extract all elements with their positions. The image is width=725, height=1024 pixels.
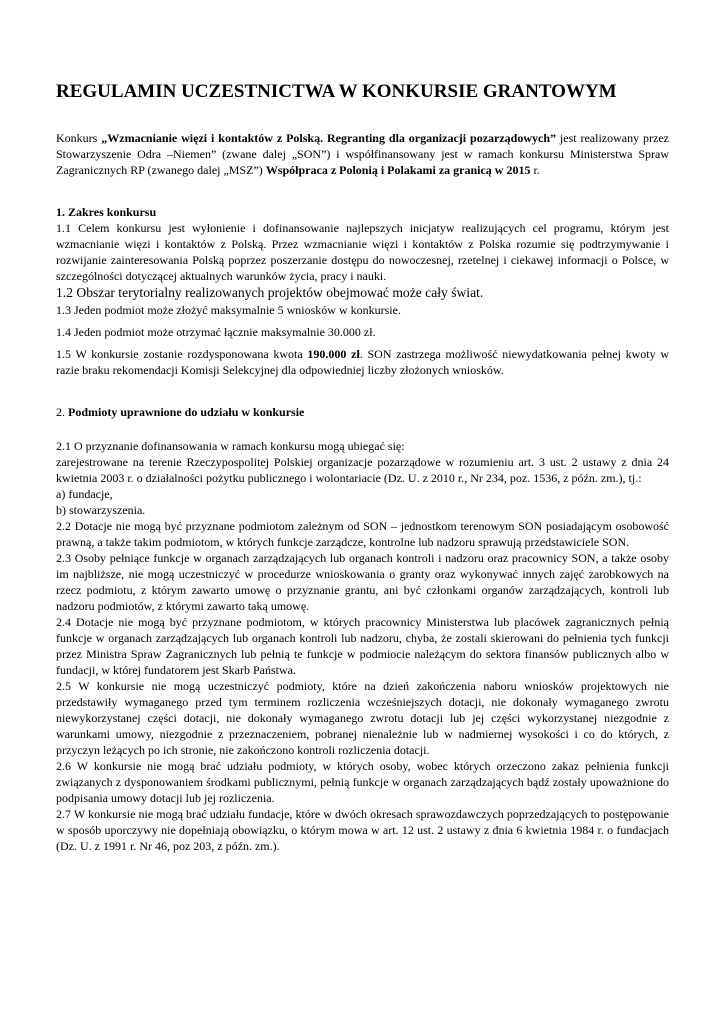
section-2-heading: 2. Podmioty uprawnione do udziału w konkursie [56, 405, 305, 419]
document-title: REGULAMIN UCZESTNICTWA W KONKURSIE GRANTOWYM [56, 81, 617, 102]
paragraph-2-2: 2.2 Dotacje nie mogą być przyznane podmiotom zależnym od SON – jednostkom terenowym SON posiadającym osobowość prawną, a także takim podmiotom, w których funkcje zarządcze, kontrolne lub nadzoru sprawują przedstawiciele SON. [56, 519, 669, 549]
section-1-heading: 1. Zakres konkursu [56, 205, 157, 219]
paragraph-2-3: 2.3 Osoby pełniące funkcje w organach zarządzających lub organach kontroli i nadzoru oraz pracownicy SON, a także osoby im najbliższe, nie mogą uczestniczyć w procedurze wnioskowania o granty oraz wykonywać innych zajęć zarobkowych na rzecz podmiotu, z którym zawarto umowę o przyznanie grantu, ani być członkami organów zarządzających, kontroli lub nadzoru podmiotów, z którymi zawarto taką umowę. [56, 551, 669, 613]
paragraph-1-4: 1.4 Jeden podmiot może otrzymać łącznie maksymalnie 30.000 zł. [56, 325, 376, 339]
contest-name: „Wzmacnianie więzi i kontaktów z Polską. Regranting dla organizacji pozarządowych” [101, 131, 557, 145]
paragraph-1-2: 1.2 Obszar terytorialny realizowanych projektów obejmować może cały świat. [56, 285, 484, 300]
paragraph-2-5: 2.5 W konkursie nie mogą uczestniczyć podmioty, które na dzień zakończenia naboru wniosków projektowych nie przedstawiły wymaganego przed tym terminem rozliczenia wcześniejszych dotacji, nie dokonały wymaganego zwrotu niewykorzystanej części dotacji, nie dokonały wymaganego zwrotu dotacji lub jej części wykorzystanej niezgodnie z warunkami umowy, niezgodnie z przeznaczeniem, pobranej nienależnie lub w nadmiernej wysokości i co do których, z przyczyn leżących po ich stronie, nie zakończono kontroli rozliczenia dotacji. [56, 679, 669, 757]
paragraph-2-1-body: zarejestrowane na terenie Rzeczypospolitej Polskiej organizacje pozarządowe w rozumieniu art. 3 ust. 2 ustawy z dnia 24 kwietnia 2003 r. o działalności pożytku publicznego i wolontariacie (Dz. U. z 2010 r., Nr 234, poz. 1536, z późn. zm.), tj.: [56, 455, 669, 485]
intro-paragraph [56, 130, 669, 178]
grant-amount: 190.000 zł [307, 347, 360, 361]
paragraph-1-5: 1.5 W konkursie zostanie rozdysponowana kwota 190.000 zł. SON zastrzega możliwość niewydatkowania pełnej kwoty w razie braku rekomendacji Komisji Selekcyjnej dla odpowiedniej liczby złożonych wniosków. [56, 347, 669, 377]
list-item-b: b) stowarzyszenia. [56, 503, 146, 517]
paragraph-2-1: 2.1 O przyznanie dofinansowania w ramach konkursu mogą ubiegać się: [56, 439, 405, 453]
intro-text-1: Konkurs [56, 131, 102, 145]
program-name: Współpraca z Polonią i Polakami za granicą w 2015 [265, 163, 531, 177]
intro-text-2: jest realizowany przez Stowarzyszenie Odra –Niemen” (zwane dalej „SON”) i współfinansowany jest w ramach konkursu Ministerstwa Spraw Zagranicznych RP (zwanego dalej „MSZ”) [56, 131, 669, 177]
paragraph-2-7: 2.7 W konkursie nie mogą brać udziału fundacje, które w dwóch okresach sprawozdawczych poprzedzających to postępowanie w sposób uporczywy nie dopełniają obowiązku, o którym mowa w art. 12 ust. 2 ustawy z dnia 6 kwietnia 1984 r. o fundacjach (Dz. U. z 1991 r. Nr 46, poz 203, z późn. zm.). [56, 807, 669, 853]
paragraph-1-3: 1.3 Jeden podmiot może złożyć maksymalnie 5 wniosków w konkursie. [56, 303, 401, 317]
list-item-a: a) fundacje, [56, 487, 113, 501]
paragraph-1-1: 1.1 Celem konkursu jest wyłonienie i dofinansowanie najlepszych inicjatyw realizujących cel programu, którym jest wzmacnianie więzi i kontaktów z Polską. Przez wzmacnianie więzi i kontaktów z Polska rozumie się podtrzymywanie i rozwijanie zainteresowania Polską poprzez poszerzanie dostępu do nowoczesnej, rzetelnej i ciekawej informacji o Polsce, w szczególności dotyczącej aktualnych warunków życia, pracy i nauki. [56, 221, 669, 283]
paragraph-2-6: 2.6 W konkursie nie mogą brać udziału podmioty, w których osoby, wobec których orzeczono zakaz pełnienia funkcji związanych z dysponowaniem środkami publicznymi, pełnią funkcje w organach zarządzających bądź zostały upoważnione do podpisania umowy dotacji lub jej rozliczenia. [56, 759, 669, 805]
paragraph-2-4: 2.4 Dotacje nie mogą być przyznane podmiotom, w których pracownicy Ministerstwa lub placówek zagranicznych pełnią funkcje w organach zarządzających lub organach kontroli lub nadzoru, chyba, że zostali skierowani do pełnienia tych funkcji przez Ministra Spraw Zagranicznych lub pełnią te funkcje w podmiocie należącym do sektora finansów publicznych albo w fundacji, w której fundatorem jest Skarb Państwa. [56, 615, 669, 677]
intro-text-3: r. [530, 163, 540, 177]
